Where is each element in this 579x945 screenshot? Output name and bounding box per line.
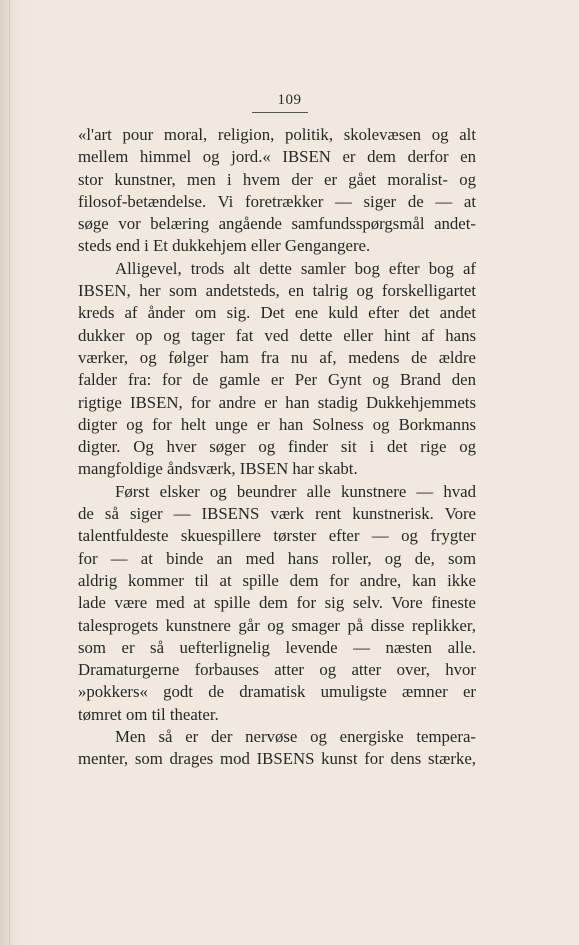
text-line: Alligevel, trods alt dette samler bog efter bog af	[115, 258, 476, 278]
text-line: Først elsker og beundrer alle kunstnere — hvad	[115, 481, 476, 501]
text-line: som er så uefterlignelig levende — næsten alle.	[78, 637, 476, 657]
text-line: filosof-betændelse. Vi foretrækker — siger de — at	[78, 191, 476, 211]
text-line: dukker op og tager fat ved dette eller hint af hans	[78, 325, 476, 345]
text-line: rigtige IBSEN, for andre er han stadig Dukkehjemmets	[78, 392, 476, 412]
text-line: IBSEN, her som andetsteds, en talrig og forskelligartet	[78, 281, 476, 301]
text-line: tømret om til theater.	[78, 704, 219, 724]
text-line: mangfoldige åndsværk, IBSEN har skabt.	[78, 459, 358, 479]
text-line: søge vor belæring angående samfundsspørgsmål andet-	[78, 214, 476, 234]
text-line: falder fra: for de gamle er Per Gynt og Brand den	[78, 370, 476, 390]
text-line: aldrig kommer til at spille dem for andre, kan ikke	[78, 570, 476, 590]
text-line: for — at binde an med hans roller, og de, som	[78, 548, 476, 568]
text-line: digter. Og hver søger og finder sit i det rige og	[78, 437, 476, 457]
text-line: talentfuldeste skuespillere tørster efter — og frygter	[78, 526, 476, 546]
page-number: 109	[277, 92, 302, 108]
text-line: menter, som drages mod IBSENS kunst for dens stærke,	[78, 749, 476, 769]
text-line: værker, og følger ham fra nu af, medens de ældre	[78, 347, 476, 367]
text-line: digter og for helt unge er han Solness og Borkmanns	[78, 414, 476, 434]
binding-gutter	[9, 0, 10, 945]
page-number-rule	[252, 112, 308, 113]
text-line: Dramaturgerne forbauses atter og atter over, hvor	[78, 660, 476, 680]
text-line: stor kunstner, men i hvem der er gået moralist- og	[78, 169, 476, 189]
text-line: lade være med at spille dem for sig selv. Vore fineste	[78, 593, 476, 613]
text-line: talesprogets kunstnere går og smager på disse replikker,	[78, 615, 476, 635]
text-line: »pokkers« godt de dramatisk umuligste æmner er	[78, 682, 476, 702]
text-line: «l'art pour moral, religion, politik, skolevæsen og alt	[78, 125, 476, 144]
text-line: Men så er der nervøse og energiske tempera-	[115, 727, 476, 747]
text-line: kreds af ånder om sig. Det ene kuld efter det andet	[78, 303, 476, 323]
body-text	[78, 124, 476, 771]
text-line: mellem himmel og jord.« IBSEN er dem derfor en	[78, 147, 476, 167]
text-line: steds end i Et dukkehjem eller Gengangere.	[78, 236, 371, 256]
text-line: de så siger — IBSENS værk rent kunstnerisk. Vore	[78, 504, 476, 524]
